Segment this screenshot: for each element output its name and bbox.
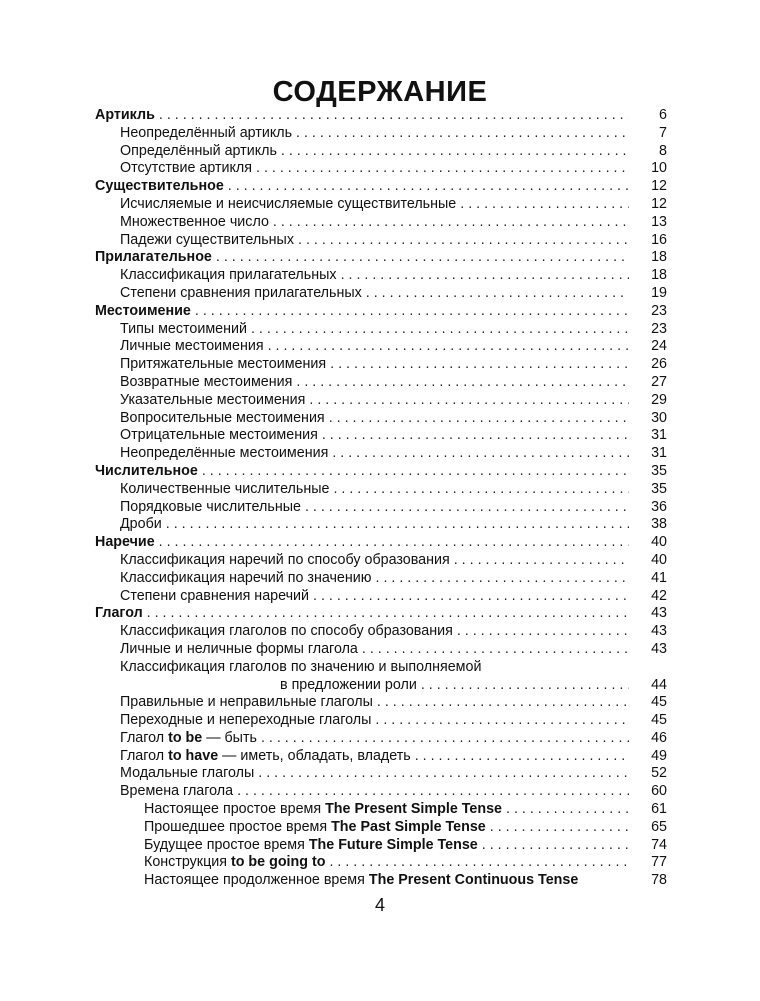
toc-page-number: 31 <box>651 427 667 444</box>
dot-leader <box>309 392 629 410</box>
toc-page-number: 7 <box>659 124 667 141</box>
dot-leader <box>460 196 629 214</box>
dot-leader <box>457 623 629 641</box>
page-number: 4 <box>374 895 385 915</box>
toc-entry-text: Исчисляемые и неисчисляемые существительные <box>120 195 457 212</box>
toc-entry <box>95 730 667 748</box>
table-of-contents <box>95 107 667 890</box>
page-title: СОДЕРЖАНИЕ <box>272 76 488 108</box>
toc-entry-text: Дроби <box>120 516 162 533</box>
toc-entry-title <box>95 249 212 267</box>
toc-page-number: 43 <box>651 605 667 622</box>
toc-page-number: 43 <box>651 640 667 657</box>
toc-entry <box>95 783 667 801</box>
toc-entry <box>95 410 667 428</box>
toc-entry-text: Порядковые числительные <box>120 498 301 515</box>
toc-entry-title <box>120 481 329 499</box>
toc-entry-text: Классификация наречий по значению <box>120 569 372 586</box>
toc-entry-title <box>120 570 372 588</box>
dot-leader <box>375 712 629 730</box>
dot-leader <box>216 249 629 267</box>
toc-entry <box>95 160 667 178</box>
dot-leader <box>305 499 629 517</box>
toc-entry-title <box>95 303 191 321</box>
toc-entry <box>95 748 667 766</box>
toc-page-number: 78 <box>651 872 667 889</box>
toc-entry-text: Конструкция <box>144 854 231 871</box>
toc-page-number: 16 <box>651 231 667 248</box>
toc-page-number: 42 <box>651 587 667 604</box>
toc-entry <box>95 570 667 588</box>
toc-page-number: 44 <box>651 676 667 693</box>
toc-entry-text: Классификация наречий по способу образования <box>120 551 450 568</box>
dot-leader <box>366 285 629 303</box>
toc-page-number: 6 <box>659 107 667 123</box>
dot-leader <box>166 516 629 534</box>
toc-page-number: 23 <box>651 320 667 337</box>
toc-entry-term: The Future Simple Tense <box>308 836 478 853</box>
toc-entry-text: Притяжательные местоимения <box>120 356 327 373</box>
toc-entry-title <box>120 516 162 534</box>
toc-entry-title <box>120 374 292 392</box>
toc-page-number: 35 <box>651 462 667 479</box>
toc-entry-text: Глагол <box>120 729 169 746</box>
toc-entry <box>95 588 667 606</box>
toc-page-number: 40 <box>651 534 667 551</box>
toc-entry <box>95 196 667 214</box>
toc-entry <box>95 356 667 374</box>
toc-page-number: 52 <box>651 765 667 782</box>
toc-entry-text: Времена глагола <box>120 783 234 800</box>
toc-section-entry <box>95 178 667 196</box>
toc-entry-text: Настоящее простое время <box>144 801 326 818</box>
toc-page-number: 74 <box>651 836 667 853</box>
toc-page-number: 45 <box>651 712 667 729</box>
toc-entry-text: Неопределённые местоимения <box>120 445 329 462</box>
dot-leader <box>322 427 629 445</box>
toc-page-number: 46 <box>651 729 667 746</box>
dot-leader <box>159 534 629 552</box>
dot-leader <box>415 748 629 766</box>
toc-page-number: 8 <box>659 142 667 159</box>
dot-leader <box>341 267 629 285</box>
toc-page-number: 12 <box>651 195 667 212</box>
toc-entry-title <box>120 125 292 143</box>
toc-page-number: 45 <box>651 694 667 711</box>
toc-entry-title <box>144 837 478 855</box>
dot-leader <box>281 143 629 161</box>
toc-entry <box>95 801 667 819</box>
toc-entry-text: Модальные глаголы <box>120 765 255 782</box>
toc-entry <box>95 819 667 837</box>
toc-entry-title <box>120 765 254 783</box>
toc-entry-title <box>95 534 155 552</box>
toc-entry-title <box>280 677 417 695</box>
toc-entry-title <box>120 694 373 712</box>
toc-entry-text: Определённый артикль <box>120 142 277 159</box>
dot-leader <box>296 125 629 143</box>
toc-entry <box>95 552 667 570</box>
toc-entry-text: в предложении роли <box>280 676 417 693</box>
toc-entry-title <box>120 712 371 730</box>
toc-entry-text: Существительное <box>95 178 224 195</box>
toc-entry-title <box>120 783 233 801</box>
toc-entry-text: Будущее простое время <box>144 836 309 853</box>
dot-leader <box>329 854 629 872</box>
toc-entry-title <box>120 321 247 339</box>
toc-entry-title <box>120 427 318 445</box>
dot-leader <box>202 463 629 481</box>
toc-entry-title <box>120 267 337 285</box>
toc-entry-title <box>95 107 155 125</box>
toc-entry-text: Прошедшее простое время <box>144 818 332 835</box>
dot-leader <box>362 641 629 659</box>
toc-entry <box>95 214 667 232</box>
toc-entry-title <box>144 801 502 819</box>
toc-entry-title <box>120 160 252 178</box>
toc-entry <box>95 143 667 161</box>
dot-leader <box>273 214 629 232</box>
dot-leader <box>506 801 629 819</box>
toc-section-entry <box>95 605 667 623</box>
toc-page-number: 24 <box>651 338 667 355</box>
dot-leader <box>296 374 629 392</box>
dot-leader <box>421 677 629 695</box>
toc-entry <box>95 516 667 534</box>
toc-page-number: 35 <box>651 480 667 497</box>
toc-entry-text: Множественное число <box>120 213 269 230</box>
toc-entry-text: Вопросительные местоимения <box>120 409 325 426</box>
toc-page-number: 18 <box>651 267 667 284</box>
toc-page-number: 13 <box>651 213 667 230</box>
dot-leader <box>237 783 629 801</box>
toc-entry-text: Степени сравнения наречий <box>120 587 309 604</box>
toc-page-number: 12 <box>651 178 667 195</box>
toc-entry-title <box>120 588 309 606</box>
toc-entry-text: Переходные и непереходные глаголы <box>120 712 372 729</box>
toc-entry-text: Возвратные местоимения <box>120 373 293 390</box>
toc-entry-title <box>120 338 264 356</box>
dot-leader <box>251 321 629 339</box>
dot-leader <box>258 765 629 783</box>
toc-page-number: 10 <box>651 160 667 177</box>
toc-entry-text: Местоимение <box>95 302 191 319</box>
toc-entry <box>95 765 667 783</box>
dot-leader <box>377 694 629 712</box>
toc-entry-title <box>95 178 224 196</box>
toc-entry-text: Падежи существительных <box>120 231 294 248</box>
toc-entry-term: to be going to <box>230 854 326 871</box>
toc-entry-title <box>120 285 362 303</box>
toc-entry <box>95 321 667 339</box>
toc-entry-text: Глагол <box>95 605 143 622</box>
toc-entry-text: Личные и неличные формы глагола <box>120 640 358 657</box>
toc-entry-title <box>95 605 143 623</box>
dot-leader <box>195 303 629 321</box>
toc-page-number: 49 <box>651 747 667 764</box>
toc-section-entry <box>95 303 667 321</box>
toc-entry-text: Правильные и неправильные глаголы <box>120 694 373 711</box>
toc-entry-text: Количественные числительные <box>120 480 330 497</box>
toc-page-number: 29 <box>651 391 667 408</box>
toc-entry-text: Классификация прилагательных <box>120 267 337 284</box>
dot-leader <box>256 160 629 178</box>
toc-entry-title <box>120 623 453 641</box>
toc-entry <box>95 285 667 303</box>
toc-entry <box>95 445 667 463</box>
toc-entry <box>95 338 667 356</box>
toc-entry-term: to have <box>168 747 219 764</box>
toc-entry-text: Степени сравнения прилагательных <box>120 284 362 301</box>
toc-entry-term: to be <box>168 729 203 746</box>
toc-page-number: 41 <box>651 569 667 586</box>
toc-entry-title <box>144 872 578 890</box>
toc-entry <box>95 499 667 517</box>
toc-entry-title <box>120 143 277 161</box>
toc-entry <box>95 267 667 285</box>
toc-page-number: 26 <box>651 356 667 373</box>
toc-entry-title <box>120 392 305 410</box>
toc-entry-text: Указательные местоимения <box>120 391 306 408</box>
toc-entry-text: Прилагательное <box>95 249 212 266</box>
toc-entry-title <box>120 730 257 748</box>
toc-page-number: 19 <box>651 284 667 301</box>
toc-entry-text: Отрицательные местоимения <box>120 427 318 444</box>
dot-leader <box>330 356 629 374</box>
toc-entry <box>95 427 667 445</box>
dot-leader <box>159 107 629 125</box>
toc-entry-title <box>120 232 294 250</box>
toc-page-number: 36 <box>651 498 667 515</box>
toc-section-entry <box>95 463 667 481</box>
toc-entry-gloss: — иметь, обладать, владеть <box>218 747 411 764</box>
toc-entry-title <box>120 356 326 374</box>
toc-section-entry <box>95 107 667 125</box>
toc-entry-title <box>120 659 481 677</box>
toc-entry-title <box>144 854 325 872</box>
toc-entry-gloss: — быть <box>202 729 257 746</box>
dot-leader <box>268 338 629 356</box>
dot-leader <box>147 605 629 623</box>
toc-entry <box>95 232 667 250</box>
toc-entry-text: Числительное <box>95 462 198 479</box>
toc-entry-title <box>120 196 456 214</box>
toc-entry-title <box>120 552 450 570</box>
dot-leader <box>376 570 630 588</box>
dot-leader <box>261 730 629 748</box>
toc-entry <box>95 837 667 855</box>
toc-entry <box>95 392 667 410</box>
dot-leader <box>333 481 629 499</box>
toc-entry-title <box>120 445 328 463</box>
toc-entry-text: Классификация глаголов по способу образования <box>120 623 453 640</box>
toc-entry-title <box>95 463 198 481</box>
toc-entry-text: Личные местоимения <box>120 338 264 355</box>
toc-entry-title <box>120 499 301 517</box>
toc-entry-term: The Present Continuous Tense <box>368 872 579 889</box>
toc-entry <box>95 694 667 712</box>
toc-page-number: 18 <box>651 249 667 266</box>
dot-leader <box>454 552 629 570</box>
toc-entry <box>95 641 667 659</box>
toc-entry-text: Глагол <box>120 747 169 764</box>
toc-entry-text: Наречие <box>95 534 155 551</box>
toc-entry-text: Типы местоимений <box>120 320 247 337</box>
toc-entry-text: Артикль <box>95 107 155 123</box>
toc-entry-term: The Present Simple Tense <box>325 801 502 818</box>
toc-entry-title <box>120 748 411 766</box>
toc-page-number: 27 <box>651 373 667 390</box>
dot-leader <box>490 819 629 837</box>
toc-page-number: 77 <box>651 854 667 871</box>
toc-entry-title <box>144 819 486 837</box>
toc-page-number: 40 <box>651 551 667 568</box>
toc-entry <box>95 125 667 143</box>
toc-entry <box>95 659 667 677</box>
toc-section-entry <box>95 534 667 552</box>
dot-leader <box>329 410 629 428</box>
dot-leader <box>332 445 629 463</box>
toc-entry <box>95 872 667 890</box>
toc-entry <box>95 854 667 872</box>
dot-leader <box>228 178 629 196</box>
toc-entry <box>95 623 667 641</box>
toc-entry-title <box>120 214 269 232</box>
toc-page-number: 43 <box>651 623 667 640</box>
toc-entry <box>95 712 667 730</box>
toc-page-number: 38 <box>651 516 667 533</box>
toc-entry <box>95 374 667 392</box>
toc-entry-text: Отсутствие артикля <box>120 160 253 177</box>
dot-leader <box>313 588 629 606</box>
toc-entry-title <box>120 410 325 428</box>
toc-section-entry <box>95 249 667 267</box>
toc-page-number: 23 <box>651 302 667 319</box>
dot-leader <box>482 837 629 855</box>
toc-page-number: 65 <box>651 818 667 835</box>
toc-page-number: 30 <box>651 409 667 426</box>
toc-page-number: 61 <box>651 801 667 818</box>
toc-entry-text: Неопределённый артикль <box>120 124 293 141</box>
toc-entry <box>95 677 667 695</box>
dot-leader <box>298 232 629 250</box>
toc-entry-term: The Past Simple Tense <box>331 818 486 835</box>
toc-entry-text: Классификация глаголов по значению и выполняемой <box>120 658 482 675</box>
toc-entry-text: Настоящее продолженное время <box>144 872 369 889</box>
toc-entry <box>95 481 667 499</box>
toc-page-number: 60 <box>651 783 667 800</box>
toc-page-number: 31 <box>651 445 667 462</box>
toc-entry-title <box>120 641 358 659</box>
